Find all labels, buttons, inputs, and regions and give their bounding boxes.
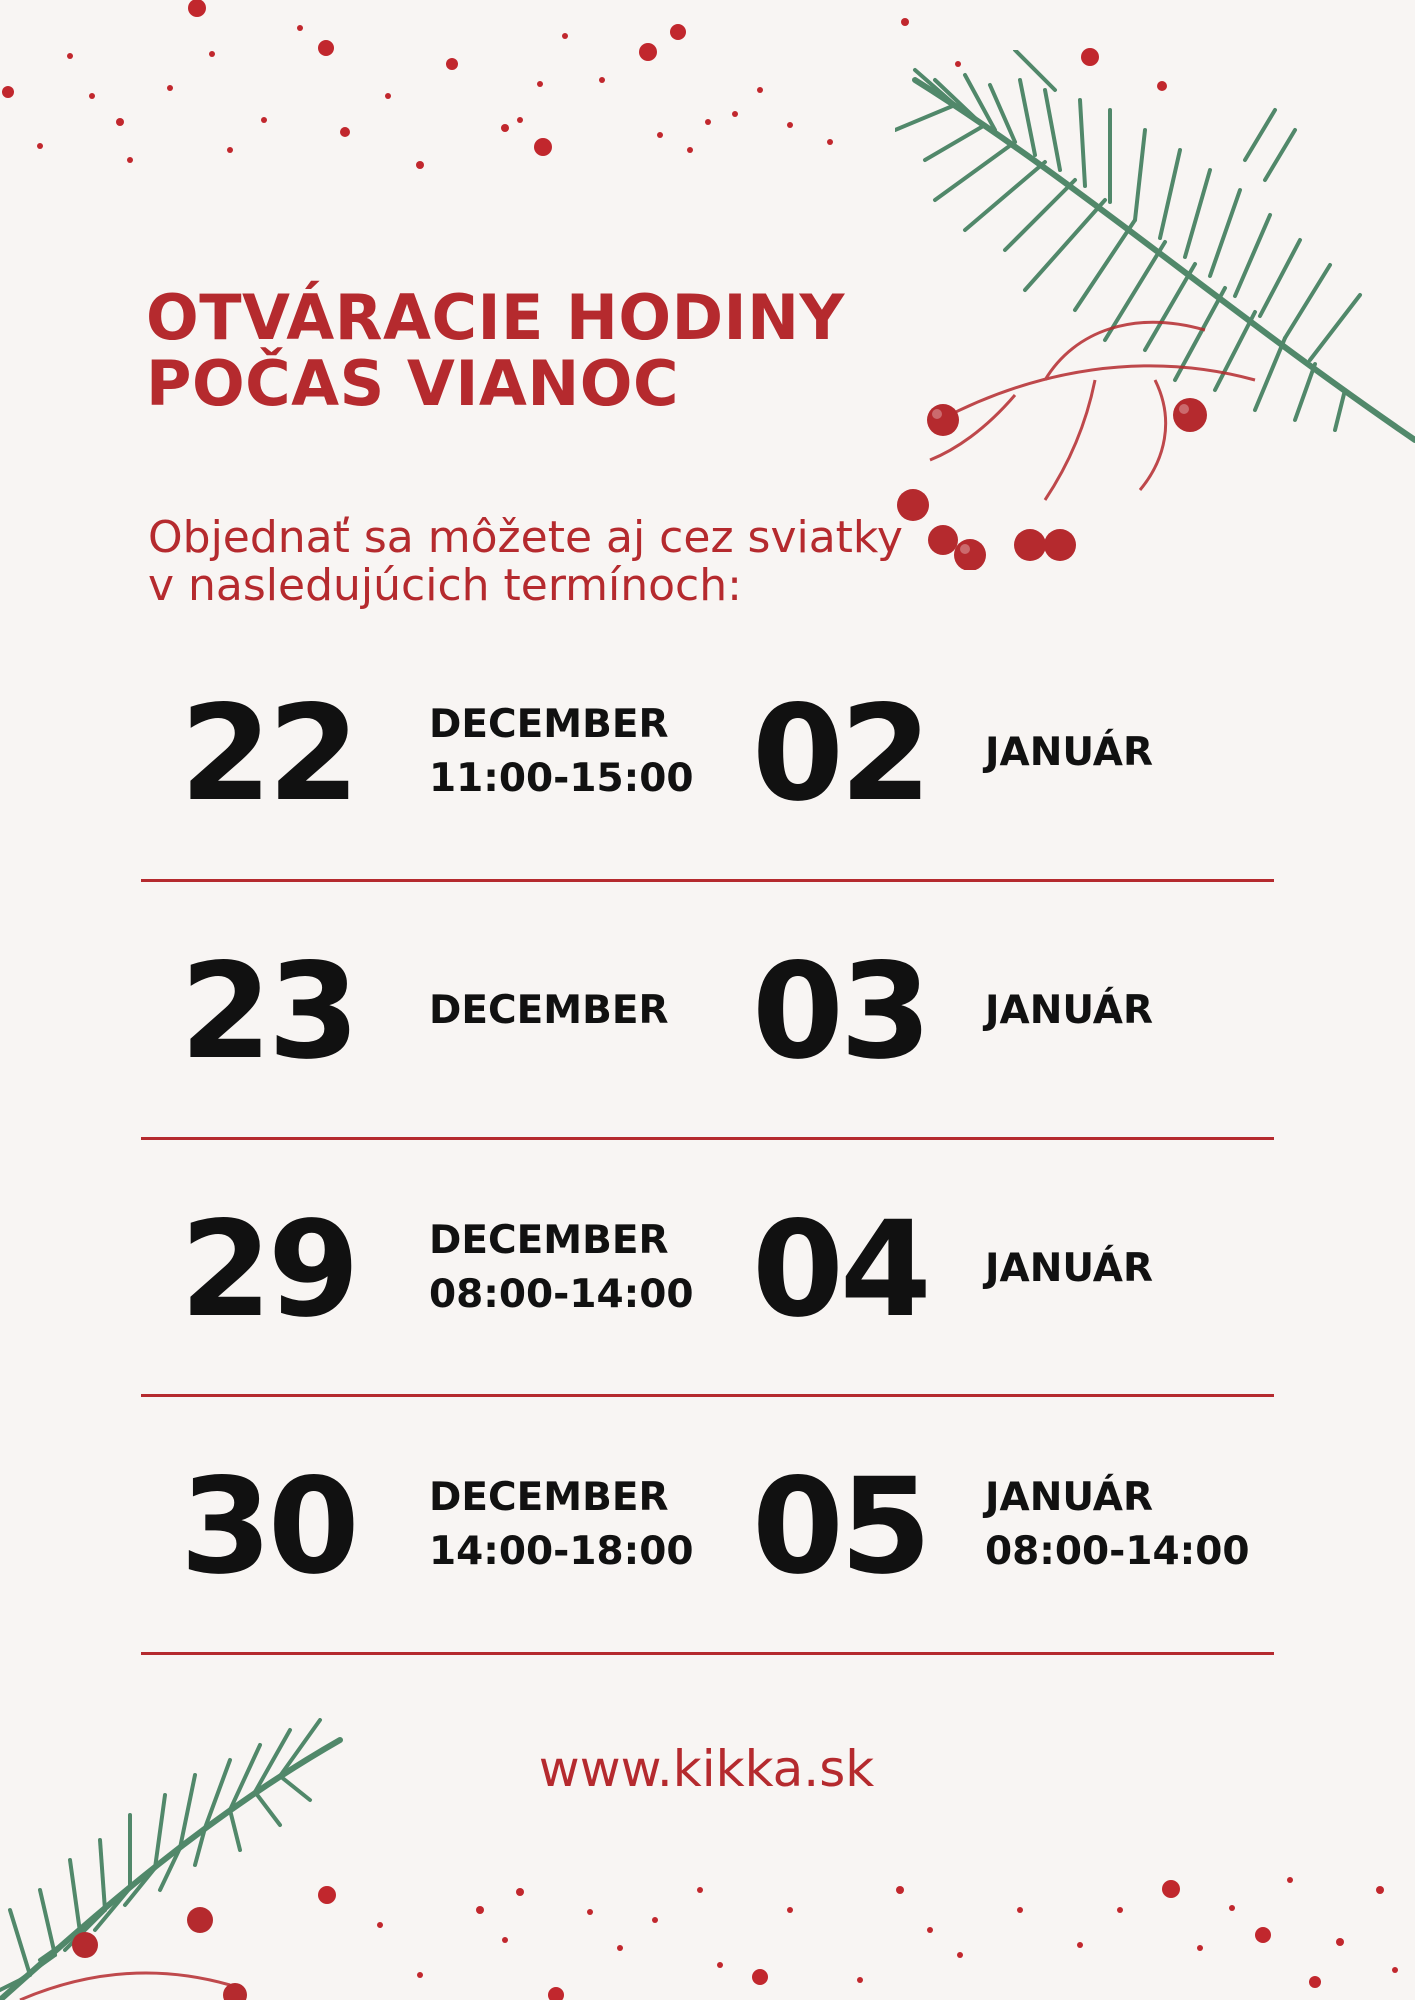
date-info	[985, 984, 1153, 1038]
date-day: 02	[752, 677, 928, 831]
row-divider	[141, 1394, 1274, 1397]
date-day: 05	[752, 1450, 928, 1604]
date-month: DECEMBER	[429, 988, 669, 1033]
row-divider	[141, 1652, 1274, 1655]
row-divider	[141, 879, 1274, 882]
date-hours: 14:00-18:00	[429, 1529, 694, 1574]
schedule-row	[0, 1193, 1415, 1458]
subtitle-line-2: v nasledujúcich termínoch:	[148, 560, 742, 611]
date-month: DECEMBER	[429, 1218, 669, 1263]
title-line-1: OTVÁRACIE HODINY	[146, 281, 845, 354]
subtitle	[148, 514, 903, 610]
schedule-row	[0, 935, 1415, 1200]
date-month: DECEMBER	[429, 1475, 669, 1520]
date-month: DECEMBER	[429, 702, 669, 747]
date-hours: 08:00-14:00	[985, 1529, 1250, 1574]
title-line-2: POČAS VIANOC	[146, 347, 679, 420]
page-title	[146, 281, 845, 420]
date-month: JANUÁR	[985, 730, 1154, 775]
date-info	[985, 726, 1153, 780]
date-month: JANUÁR	[985, 1475, 1154, 1520]
website-footer	[0, 1740, 1415, 1798]
schedule-row	[0, 677, 1415, 942]
date-day: 30	[180, 1450, 356, 1604]
date-month: JANUÁR	[985, 988, 1154, 1033]
date-day: 22	[180, 677, 356, 831]
date-hours: 11:00-15:00	[429, 756, 694, 801]
date-day: 03	[752, 935, 928, 1089]
date-day: 23	[180, 935, 356, 1089]
date-hours: 08:00-14:00	[429, 1272, 694, 1317]
website-link[interactable]: www.kikka.sk	[538, 1740, 875, 1798]
date-info	[985, 1471, 1249, 1579]
date-info	[429, 984, 668, 1038]
schedule-row	[0, 1450, 1415, 1715]
date-info	[429, 1214, 693, 1322]
date-info	[429, 1471, 693, 1579]
date-info	[985, 1242, 1153, 1296]
subtitle-line-1: Objednať sa môžete aj cez sviatky	[148, 512, 903, 563]
date-month: JANUÁR	[985, 1246, 1154, 1291]
pine-branch-top-right	[895, 50, 1415, 570]
date-day: 29	[180, 1193, 356, 1347]
date-info	[429, 698, 693, 806]
date-day: 04	[752, 1193, 928, 1347]
row-divider	[141, 1137, 1274, 1140]
